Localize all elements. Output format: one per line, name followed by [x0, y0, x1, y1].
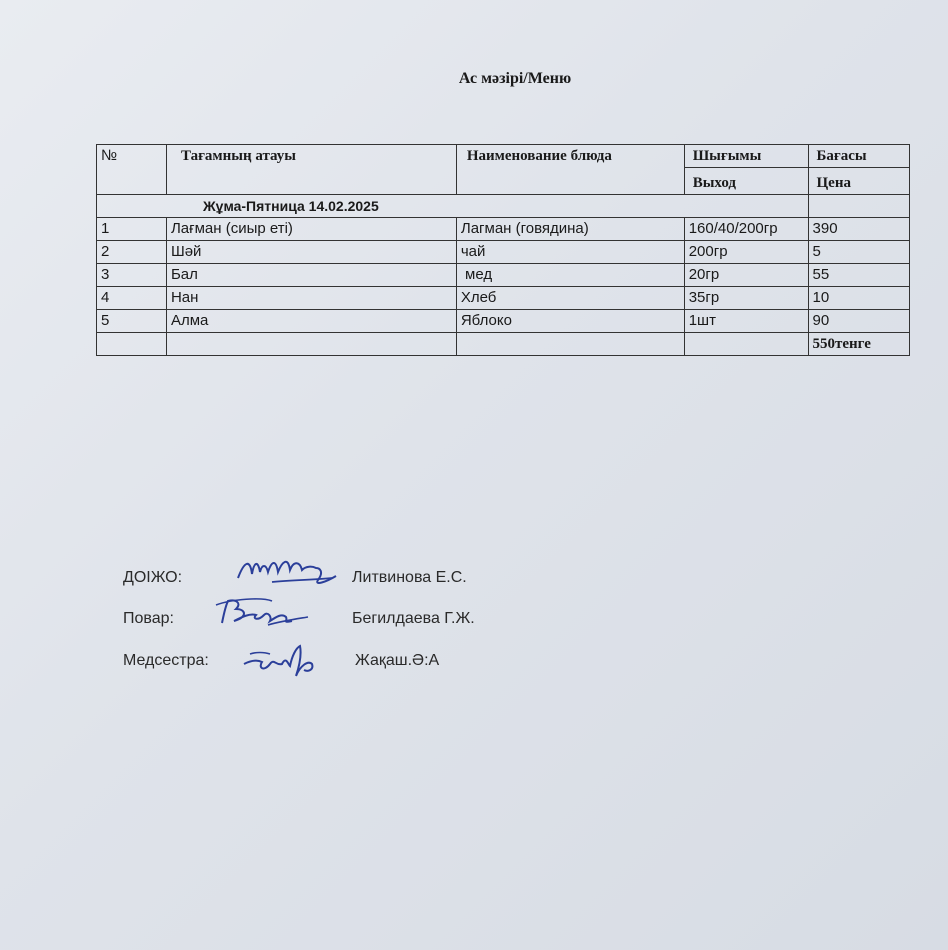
empty-cell — [808, 195, 909, 218]
signature-cook — [212, 595, 312, 631]
empty-cell — [166, 333, 456, 356]
day-row — [97, 195, 910, 218]
name-director: Литвинова Е.С. — [352, 569, 467, 586]
header-price-kk: Бағасы — [808, 145, 909, 168]
table-row — [97, 218, 910, 241]
page-title: Ас мәзірі/Меню — [458, 70, 572, 87]
row-ru-name: мед — [456, 264, 684, 287]
row-price: 55 — [808, 264, 909, 287]
table-row — [97, 241, 910, 264]
row-number: 3 — [97, 264, 167, 287]
row-kk-name: Бал — [166, 264, 456, 287]
row-kk-name: Алма — [166, 310, 456, 333]
header-ru-name: Наименование блюда — [456, 145, 684, 195]
menu-table — [96, 144, 910, 356]
table-row — [97, 264, 910, 287]
total-row — [97, 333, 910, 356]
empty-cell — [684, 333, 808, 356]
row-kk-name: Лағман (сиыр еті) — [166, 218, 456, 241]
table-row — [97, 310, 910, 333]
name-nurse: Жақаш.Ә:А — [355, 652, 440, 669]
row-ru-name: Лагман (говядина) — [456, 218, 684, 241]
role-label-director: ДОІЖО: — [123, 569, 183, 586]
row-output: 1шт — [684, 310, 808, 333]
header-output-ru: Выход — [684, 168, 808, 195]
row-kk-name: Нан — [166, 287, 456, 310]
row-output: 20гр — [684, 264, 808, 287]
name-cook: Бегилдаева Г.Ж. — [352, 610, 475, 627]
header-price-ru: Цена — [808, 168, 909, 195]
row-output: 200гр — [684, 241, 808, 264]
row-ru-name: чай — [456, 241, 684, 264]
empty-cell — [97, 333, 167, 356]
row-price: 90 — [808, 310, 909, 333]
table-header-row — [97, 145, 910, 168]
row-kk-name: Шәй — [166, 241, 456, 264]
header-number: № — [97, 145, 167, 195]
role-label-nurse: Медсестра: — [123, 652, 209, 669]
day-label: Жұма-Пятница 14.02.2025 — [97, 195, 809, 218]
total-price: 550тенге — [808, 333, 909, 356]
row-price: 10 — [808, 287, 909, 310]
row-output: 160/40/200гр — [684, 218, 808, 241]
row-number: 4 — [97, 287, 167, 310]
empty-cell — [456, 333, 684, 356]
row-price: 390 — [808, 218, 909, 241]
row-number: 2 — [97, 241, 167, 264]
table-row — [97, 287, 910, 310]
signature-director — [232, 552, 342, 592]
signature-nurse — [238, 642, 328, 682]
row-number: 1 — [97, 218, 167, 241]
role-label-cook: Повар: — [123, 610, 174, 627]
header-kk-name: Тағамның атауы — [166, 145, 456, 195]
row-number: 5 — [97, 310, 167, 333]
row-ru-name: Хлеб — [456, 287, 684, 310]
row-output: 35гр — [684, 287, 808, 310]
header-output-kk: Шығымы — [684, 145, 808, 168]
row-ru-name: Яблоко — [456, 310, 684, 333]
row-price: 5 — [808, 241, 909, 264]
